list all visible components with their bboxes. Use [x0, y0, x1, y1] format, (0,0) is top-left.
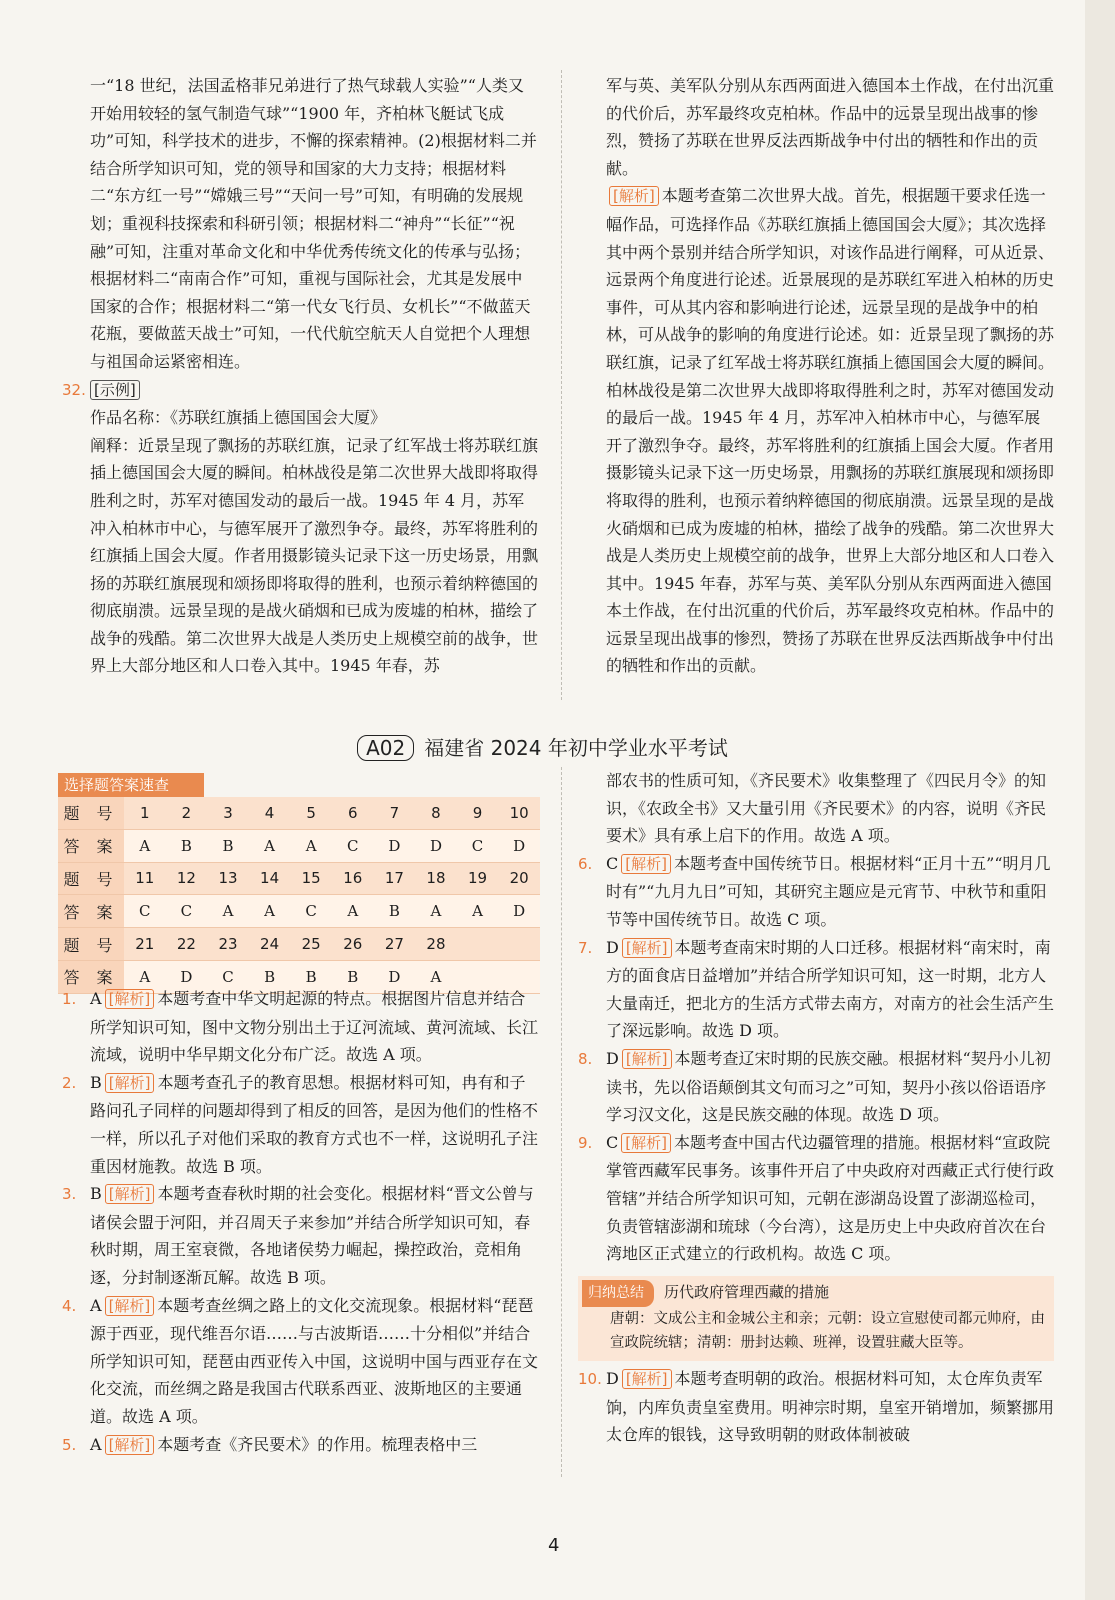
question-analysis: 本题考查春秋时期的社会变化。根据材料“晋文公曾与诸侯会盟于河阳，并召周天子来参加”并结合所学知识可知，春秋时期，周王室衰微，各地诸侯势力崛起，操控政治，竞相角逐，分封制逐渐瓦解。故选 B 项。 — [90, 1184, 534, 1287]
table-cell-answer: B — [332, 960, 374, 993]
table-cell-number: 9 — [457, 797, 499, 829]
question-answer: A — [90, 989, 102, 1008]
section-heading: 福建省 2024 年初中学业水平考试 — [424, 736, 728, 760]
question-number: 9. — [578, 1133, 593, 1152]
page-edge-tab — [1085, 0, 1115, 1600]
table-cell-answer: D — [498, 829, 540, 862]
question-answer: A — [90, 1295, 102, 1315]
q31-answer-continuation: 一“18 世纪，法国孟格菲兄弟进行了热气球载人实验”“人类又开始用较轻的氢气制造气球”“1900 年，齐柏林飞艇试飞成功”可知，科学技术的进步，不懈的探索精神。(2)根据材料二并结合所学知识可知，党的领导和国家的大力支持；根据材料二“东方红一号”“嫦娥三号”“天问一号”可知，有明确的发展规划；重视科技探索和科研引领；根据材料二“神舟”“长征”“祝融”可知，注重对革命文化和中华优秀传统文化的传承与弘扬；根据材料二“南南合作”可知，重视与国际社会，尤其是发展中国家的合作；根据材料二“第一代女飞行员、女机长”“不做蓝天花瓶，要做蓝天战士”可知，一代代航空航天人自觉把个人理想与祖国命运紧密相连。 — [90, 76, 537, 371]
table-cell-answer: C — [207, 960, 249, 993]
table-row-numbers — [58, 797, 540, 829]
question-item — [578, 1365, 1055, 1449]
table-cell-answer: C — [124, 895, 166, 928]
question-item — [62, 1431, 538, 1460]
table-row-numbers — [58, 928, 540, 961]
table-cell-number: 5 — [290, 797, 332, 829]
question-answer: C — [606, 1132, 619, 1152]
question-item — [578, 1129, 1055, 1268]
analysis-tag: [解析] — [105, 1296, 155, 1316]
table-cell-answer: A — [124, 960, 166, 993]
table-cell-number: 26 — [332, 928, 374, 961]
q32-analysis — [606, 182, 1054, 680]
table-cell-answer: C — [290, 895, 332, 928]
question-answer: D — [606, 1369, 619, 1389]
q32-work-title: 作品名称：《苏联红旗插上德国国会大厦》 — [90, 408, 387, 428]
question-answer: B — [90, 1072, 102, 1092]
answer-table — [58, 797, 540, 994]
right-column-top — [606, 72, 1054, 680]
table-cell-answer: A — [290, 829, 332, 862]
summary-topic: 历代政府管理西藏的措施 — [664, 1282, 830, 1301]
question-item — [62, 1180, 538, 1291]
summary-box — [578, 1276, 1054, 1362]
table-row-answers — [58, 829, 540, 862]
question-analysis: 本题考查中国古代边疆管理的措施。根据材料“宣政院掌管西藏军民事务。该事件开启了中央政府对西藏正式行使行政管辖”并结合所学知识可知，元朝在澎湖岛设置了澎湖巡检司，负责管辖澎湖和琉球（今台湾），这是历史上中央政府首次在台湾地区正式建立的行政机构。故选 C 项。 — [606, 1132, 1055, 1264]
table-cell-number: 23 — [207, 928, 249, 961]
analysis-tag: [解析] — [105, 989, 155, 1009]
question-answer: A — [90, 1434, 102, 1454]
row-label-number: 题 号 — [58, 928, 124, 961]
question-item — [62, 985, 539, 1069]
table-cell-answer: A — [332, 895, 374, 928]
table-cell-number: 18 — [415, 862, 457, 895]
q32-continuation: 军与英、美军队分别从东西两面进入德国本土作战，在付出沉重的代价后，苏军最终攻克柏林。作品中的远景呈现出战事的惨烈，赞扬了苏联在世界反法西斯战争中付出的牺牲和作出的贡献。 — [606, 76, 1055, 178]
row-label-answer: 答 案 — [58, 895, 124, 928]
answer-table-heading: 选择题答案速查 — [58, 773, 204, 797]
question-item — [62, 1292, 539, 1431]
page-number: 4 — [548, 1535, 560, 1556]
table-cell-answer: B — [249, 960, 291, 993]
table-cell-number — [457, 928, 499, 961]
question-answer: D — [606, 937, 619, 957]
table-cell-number: 6 — [332, 797, 374, 829]
q5-continuation: 部农书的性质可知，《齐民要术》收集整理了《四民月令》的知识，《农政全书》又大量引用《齐民要术》的内容，说明《齐民要术》具有承上启下的作用。故选 A 项。 — [606, 771, 1047, 846]
question-analysis: 本题考查《齐民要术》的作用。梳理表格中三 — [157, 1434, 478, 1454]
analysis-tag: [解析] — [609, 186, 659, 206]
table-cell-number: 2 — [166, 797, 208, 829]
question-answer: C — [606, 853, 619, 873]
question-analysis: 本题考查南宋时期的人口迁移。根据材料“南宋时，南方的面食店日益增加”并结合所学知识可知，这一时期，北方人大量南迁，把北方的生活方式带去南方，对南方的社会生活产生了深远影响。故选 D 项。 — [606, 937, 1055, 1041]
question-number: 1. — [62, 990, 77, 1008]
question-answer: B — [90, 1184, 102, 1204]
section-title — [0, 732, 1085, 761]
table-row-answers — [58, 895, 540, 928]
question-number: 3. — [62, 1185, 77, 1204]
table-cell-answer: A — [457, 895, 499, 928]
question-analysis: 本题考查辽宋时期的民族交融。根据材料“契丹小儿初读书，先以俗语颠倒其文句而习之”可知，契丹小孩以俗语语序学习汉文化，这是民族交融的体现。故选 D 项。 — [606, 1048, 1051, 1125]
table-cell-number: 22 — [166, 928, 208, 961]
column-divider-bottom — [561, 767, 562, 1477]
section-code: A02 — [357, 735, 414, 761]
table-cell-answer: B — [207, 829, 249, 862]
question-number: 7. — [578, 938, 593, 957]
column-divider-top — [561, 70, 562, 700]
analysis-tag: [解析] — [621, 854, 671, 874]
analysis-tag: [解析] — [622, 1049, 672, 1069]
table-cell-number: 21 — [124, 928, 166, 961]
table-cell-answer: D — [374, 960, 416, 993]
table-cell-number: 7 — [374, 797, 416, 829]
table-cell-number: 19 — [457, 862, 499, 895]
analysis-tag: [解析] — [105, 1073, 155, 1093]
question-number: 8. — [578, 1049, 593, 1068]
question-item — [578, 934, 1055, 1045]
question-analysis: 本题考查中华文明起源的特点。根据图片信息并结合所学知识可知，图中文物分别出土于辽河流域、黄河流域、长江流域，说明中华早期文化分布广泛。故选 A 项。 — [90, 989, 539, 1065]
table-cell-answer: D — [374, 829, 416, 862]
question-analysis: 本题考查丝绸之路上的文化交流现象。根据材料“琵琶源于西亚，现代维吾尔语……与古波斯语……十分相似”并结合所学知识可知，琵琶由西亚传入中国，这说明中国与西亚存在文化交流，而丝绸之路是我国古代联系西亚、波斯地区的主要通道。故选 A 项。 — [90, 1295, 539, 1426]
analysis-tag: [解析] — [621, 1133, 671, 1153]
table-cell-number: 28 — [415, 928, 457, 961]
question-number: 10. — [578, 1370, 602, 1389]
question-number: 5. — [62, 1435, 77, 1454]
summary-body: 唐朝：文成公主和金城公主和亲；元朝：设立宣慰使司都元帅府，由宣政院统辖；清朝：册封达赖、班禅，设置驻藏大臣等。 — [610, 1311, 1045, 1352]
q32-analysis-text: 本题考查第二次世界大战。首先，根据题干要求任选一幅作品，可选择作品《苏联红旗插上德国国会大厦》；其次选择其中两个景别并结合所学知识，对该作品进行阐释，可从近景、远景两个角度进行论述。近景展现的是苏联红军进入柏林的历史事件，可从其内容和影响进行论述，远景呈现的是战争中的柏林，可从战争的影响的角度进行论述。如：近景呈现了飘扬的苏联红旗，记录了红军战士将苏联红旗插上德国国会大厦的瞬间。柏林战役是第二次世界大战即将取得胜利之时，苏军对德国发动的最后一战。1945 年 4 月，苏军冲入柏林市中心，与德军展开了激烈争夺。最终，苏军将胜利的红旗插上国会大厦。作者用摄影镜头记录下这一历史场景，用飘扬的苏联红旗展现和颂扬即将取得的胜利，也预示着纳粹德国的彻底崩溃。远景呈现的是战火硝烟和已成为废墟的柏林，描绘了战争的残酷。第二次世界大战是人类历史上规模空前的战争，世界上大部分地区和人口卷入其中。1945 年春，苏军与英、美军队分别从东西两面进入德国本土作战，在付出沉重的代价后，苏军最终攻克柏林。作品中的远景呈现出战事的惨烈，赞扬了苏联在世界反法西斯战争中付出的牺牲和作出的贡献。 — [606, 186, 1055, 676]
analysis-tag: [解析] — [622, 938, 672, 958]
question-item — [62, 1069, 539, 1180]
row-label-answer: 答 案 — [58, 829, 124, 862]
table-cell-answer: D — [415, 829, 457, 862]
q32-explanation: 阐释：近景呈现了飘扬的苏联红旗，记录了红军战士将苏联红旗插上德国国会大厦的瞬间。柏林战役是第二次世界大战即将取得胜利之时，苏军对德国发动的最后一战。1945 年 4 月，苏军冲入柏林市中心，与德军展开了激烈争夺。最终，苏军将胜利的红旗插上国会大厦。作者用摄影镜头记录下这一历史场景，用飘扬的苏联红旗展现和颂扬即将取得的胜利，也预示着纳粹德国的彻底崩溃。远景呈现的是战火硝烟和已成为废墟的柏林，描绘了战争的残酷。第二次世界大战是人类历史上规模空前的战争，世界上大部分地区和人口卷入其中。1945 年春，苏 — [90, 435, 539, 676]
table-cell-answer: A — [415, 960, 457, 993]
table-cell-number: 3 — [207, 797, 249, 829]
table-cell-answer: C — [166, 895, 208, 928]
table-cell-number: 24 — [249, 928, 291, 961]
question-number: 6. — [578, 854, 593, 873]
table-cell-answer: B — [374, 895, 416, 928]
row-label-number: 题 号 — [58, 862, 124, 895]
right-column-bottom — [578, 767, 1055, 1449]
row-label-answer: 答 案 — [58, 960, 124, 993]
table-cell-answer: B — [290, 960, 332, 993]
analysis-tag: [解析] — [622, 1369, 672, 1389]
question-analysis: 本题考查明朝的政治。根据材料可知，太仓库负责军饷，内库负责皇室费用。明神宗时期，皇室开销增加，频繁挪用太仓库的银钱，这导致明朝的财政体制被破 — [606, 1369, 1055, 1445]
q32-example-header — [62, 376, 538, 405]
table-cell-number: 11 — [124, 862, 166, 895]
table-cell-number: 16 — [332, 862, 374, 895]
table-cell-number: 10 — [498, 797, 540, 829]
table-cell-answer: D — [498, 895, 540, 928]
summary-title: 归纳总结 — [582, 1280, 654, 1308]
table-cell-number: 1 — [124, 797, 166, 829]
table-cell-number: 14 — [249, 862, 291, 895]
analysis-tag: [解析] — [105, 1435, 155, 1455]
table-cell-answer: A — [415, 895, 457, 928]
table-cell-answer: A — [207, 895, 249, 928]
table-cell-answer: C — [457, 829, 499, 862]
table-cell-number: 20 — [498, 862, 540, 895]
table-cell-answer: A — [249, 895, 291, 928]
table-cell-number: 4 — [249, 797, 291, 829]
question-number: 32. — [62, 380, 86, 399]
table-cell-number: 15 — [290, 862, 332, 895]
left-column-top — [62, 72, 539, 680]
table-cell-number: 27 — [374, 928, 416, 961]
row-label-number: 题 号 — [58, 797, 124, 829]
analysis-tag: [解析] — [105, 1184, 155, 1204]
table-cell-answer: A — [249, 829, 291, 862]
question-number: 4. — [62, 1296, 77, 1315]
table-cell-answer: D — [166, 960, 208, 993]
table-cell-number: 8 — [415, 797, 457, 829]
question-answer: D — [606, 1048, 619, 1068]
table-cell-answer: A — [124, 829, 166, 862]
table-cell-number: 25 — [290, 928, 332, 961]
table-cell-number: 13 — [207, 862, 249, 895]
left-column-bottom — [62, 985, 539, 1459]
question-number: 2. — [62, 1073, 77, 1092]
table-cell-number — [498, 928, 540, 961]
question-item — [578, 1045, 1054, 1129]
question-analysis: 本题考查孔子的教育思想。根据材料可知，冉有和子路问孔子同样的问题却得到了相反的回答，是因为他们的性格不一样，所以孔子对他们采取的教育方式也不一样，这说明孔子注重因材施教。故选 B 项。 — [90, 1072, 539, 1176]
table-cell-answer: B — [166, 829, 208, 862]
example-tag: [示例] — [90, 380, 140, 400]
table-cell-answer: C — [332, 829, 374, 862]
table-cell-number: 17 — [374, 862, 416, 895]
table-cell-number: 12 — [166, 862, 208, 895]
question-analysis: 本题考查中国传统节日。根据材料“正月十五”“明月几时有”“九月九日”可知，其研究主题应是元宵节、中秋节和重阳节等中国传统节日。故选 C 项。 — [606, 853, 1051, 929]
table-row-numbers — [58, 862, 540, 895]
question-item — [578, 850, 1054, 934]
